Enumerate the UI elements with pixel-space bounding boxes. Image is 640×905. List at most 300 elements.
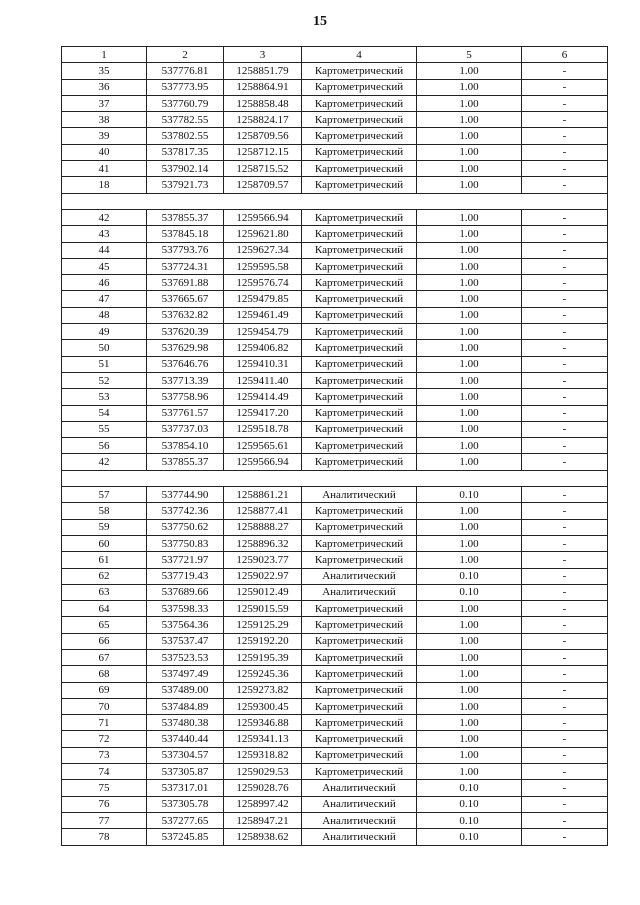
table-cell: 537761.57 xyxy=(147,405,224,421)
table-cell: 1258715.52 xyxy=(224,161,302,177)
table-row xyxy=(62,715,608,731)
table-cell: 1.00 xyxy=(417,79,522,95)
table-cell: 537855.37 xyxy=(147,454,224,470)
table-cell: Картометрический xyxy=(302,161,417,177)
table-cell: 1258997.42 xyxy=(224,796,302,812)
table-cell: Картометрический xyxy=(302,144,417,160)
table-cell: 78 xyxy=(62,829,147,845)
table-cell: 18 xyxy=(62,177,147,193)
table-row xyxy=(62,275,608,291)
table-cell: 59 xyxy=(62,519,147,535)
table-cell: 1.00 xyxy=(417,275,522,291)
table-cell: 537629.98 xyxy=(147,340,224,356)
table-cell: - xyxy=(522,307,608,323)
table-row xyxy=(62,796,608,812)
table-cell: 1259566.94 xyxy=(224,209,302,225)
table-row xyxy=(62,829,608,845)
table-row xyxy=(62,63,608,79)
table-cell: - xyxy=(522,144,608,160)
table-cell: 64 xyxy=(62,601,147,617)
table-row xyxy=(62,242,608,258)
table-cell: Картометрический xyxy=(302,258,417,274)
table-cell: 1.00 xyxy=(417,715,522,731)
table-row xyxy=(62,95,608,111)
table-cell: - xyxy=(522,535,608,551)
table-cell: 1258938.62 xyxy=(224,829,302,845)
table-cell: 537304.57 xyxy=(147,747,224,763)
table-cell: 537742.36 xyxy=(147,503,224,519)
table-cell: Картометрический xyxy=(302,682,417,698)
table-cell: Картометрический xyxy=(302,715,417,731)
table-cell: 1259410.31 xyxy=(224,356,302,372)
table-cell: 71 xyxy=(62,715,147,731)
table-body xyxy=(62,63,608,845)
table-cell: 63 xyxy=(62,584,147,600)
table-cell: 47 xyxy=(62,291,147,307)
table-cell: - xyxy=(522,421,608,437)
table-cell: Картометрический xyxy=(302,307,417,323)
table-cell: Картометрический xyxy=(302,340,417,356)
table-row xyxy=(62,128,608,144)
table-cell: 55 xyxy=(62,421,147,437)
table-cell: - xyxy=(522,242,608,258)
table-cell: Картометрический xyxy=(302,421,417,437)
table-cell: 537484.89 xyxy=(147,698,224,714)
table-cell: 537719.43 xyxy=(147,568,224,584)
separator-row xyxy=(62,193,608,209)
coordinates-table xyxy=(61,46,608,846)
table-cell: 62 xyxy=(62,568,147,584)
table-cell: Картометрический xyxy=(302,764,417,780)
table-row xyxy=(62,731,608,747)
table-cell: 537689.66 xyxy=(147,584,224,600)
table-cell: 537845.18 xyxy=(147,226,224,242)
table-cell: 75 xyxy=(62,780,147,796)
table-row xyxy=(62,79,608,95)
table-cell: 1258709.56 xyxy=(224,128,302,144)
table-cell: 537440.44 xyxy=(147,731,224,747)
table-cell: - xyxy=(522,438,608,454)
table-row xyxy=(62,258,608,274)
table-cell: 1.00 xyxy=(417,601,522,617)
table-cell: Картометрический xyxy=(302,552,417,568)
table-row xyxy=(62,487,608,503)
table-cell: 537737.03 xyxy=(147,421,224,437)
table-cell: 537793.76 xyxy=(147,242,224,258)
table-cell: - xyxy=(522,747,608,763)
table-cell: - xyxy=(522,112,608,128)
table-cell: 1.00 xyxy=(417,731,522,747)
table-cell: 537724.31 xyxy=(147,258,224,274)
table-cell: 537855.37 xyxy=(147,209,224,225)
table-cell: Аналитический xyxy=(302,796,417,812)
table-cell: - xyxy=(522,340,608,356)
table-row xyxy=(62,177,608,193)
table-cell: - xyxy=(522,95,608,111)
table-cell: 537480.38 xyxy=(147,715,224,731)
table-cell: 1259454.79 xyxy=(224,324,302,340)
table-cell: 1259406.82 xyxy=(224,340,302,356)
table-cell: 537691.88 xyxy=(147,275,224,291)
table-cell: 1.00 xyxy=(417,421,522,437)
table-cell: - xyxy=(522,389,608,405)
table-cell: - xyxy=(522,584,608,600)
table-cell: 537802.55 xyxy=(147,128,224,144)
table-cell: Картометрический xyxy=(302,356,417,372)
table-cell: 43 xyxy=(62,226,147,242)
table-row xyxy=(62,226,608,242)
table-cell: 1259417.20 xyxy=(224,405,302,421)
table-cell: - xyxy=(522,764,608,780)
table-cell: 1259346.88 xyxy=(224,715,302,731)
table-cell: 537750.62 xyxy=(147,519,224,535)
table-cell: 35 xyxy=(62,63,147,79)
table-row xyxy=(62,307,608,323)
table-cell: 1259192.20 xyxy=(224,633,302,649)
table-cell: Картометрический xyxy=(302,209,417,225)
table-cell: Картометрический xyxy=(302,63,417,79)
table-row xyxy=(62,421,608,437)
table-cell: - xyxy=(522,698,608,714)
table-cell: 76 xyxy=(62,796,147,812)
table-cell: 1259015.59 xyxy=(224,601,302,617)
table-cell: 1259273.82 xyxy=(224,682,302,698)
table-cell: 1258858.48 xyxy=(224,95,302,111)
table-cell: 1259125.29 xyxy=(224,617,302,633)
table-cell: 1258861.21 xyxy=(224,487,302,503)
table-row xyxy=(62,291,608,307)
table-cell: 537817.35 xyxy=(147,144,224,160)
table-cell: 51 xyxy=(62,356,147,372)
table-cell: 1259341.13 xyxy=(224,731,302,747)
table-cell: - xyxy=(522,633,608,649)
table-cell: 1.00 xyxy=(417,63,522,79)
table-cell: 537758.96 xyxy=(147,389,224,405)
table-row xyxy=(62,764,608,780)
table-cell: 1259318.82 xyxy=(224,747,302,763)
table-cell: 537317.01 xyxy=(147,780,224,796)
table-cell: - xyxy=(522,617,608,633)
table-cell: 537564.36 xyxy=(147,617,224,633)
table-cell: 1.00 xyxy=(417,747,522,763)
table-cell: 46 xyxy=(62,275,147,291)
table-cell: 1.00 xyxy=(417,144,522,160)
table-cell: - xyxy=(522,682,608,698)
table-cell: - xyxy=(522,796,608,812)
table-cell: 1259627.34 xyxy=(224,242,302,258)
table-cell: 537744.90 xyxy=(147,487,224,503)
table-cell: Картометрический xyxy=(302,79,417,95)
table-cell: Картометрический xyxy=(302,601,417,617)
table-cell: 537497.49 xyxy=(147,666,224,682)
table-row xyxy=(62,649,608,665)
table-cell: 1259300.45 xyxy=(224,698,302,714)
table-cell: 48 xyxy=(62,307,147,323)
table-cell: 72 xyxy=(62,731,147,747)
table-cell: 1258877.41 xyxy=(224,503,302,519)
table-cell: - xyxy=(522,601,608,617)
table-cell: 40 xyxy=(62,144,147,160)
table-cell: 1.00 xyxy=(417,438,522,454)
table-cell: 0.10 xyxy=(417,780,522,796)
table-cell: Картометрический xyxy=(302,438,417,454)
table-cell: 537646.76 xyxy=(147,356,224,372)
table-row xyxy=(62,698,608,714)
table-cell: 537902.14 xyxy=(147,161,224,177)
table-cell: 1259029.53 xyxy=(224,764,302,780)
table-cell: - xyxy=(522,291,608,307)
table-header-row xyxy=(62,47,608,63)
table-cell: Картометрический xyxy=(302,112,417,128)
table-cell: Картометрический xyxy=(302,617,417,633)
table-cell: 1.00 xyxy=(417,258,522,274)
table-cell: 1.00 xyxy=(417,209,522,225)
table-cell: 0.10 xyxy=(417,487,522,503)
table-cell: - xyxy=(522,177,608,193)
table-row xyxy=(62,682,608,698)
table-cell: 67 xyxy=(62,649,147,665)
table-row xyxy=(62,324,608,340)
table-row xyxy=(62,372,608,388)
table-cell: 52 xyxy=(62,372,147,388)
table-cell: - xyxy=(522,128,608,144)
table-cell: 1.00 xyxy=(417,454,522,470)
table-cell: 1.00 xyxy=(417,340,522,356)
header-cell: 1 xyxy=(62,47,147,63)
table-cell: 77 xyxy=(62,812,147,828)
table-cell: 1.00 xyxy=(417,112,522,128)
table-cell: Картометрический xyxy=(302,454,417,470)
table-cell: 1259022.97 xyxy=(224,568,302,584)
table-row xyxy=(62,356,608,372)
table-cell: 537773.95 xyxy=(147,79,224,95)
table-cell: - xyxy=(522,63,608,79)
table-cell: 1.00 xyxy=(417,666,522,682)
table-cell: 1.00 xyxy=(417,226,522,242)
table-cell: - xyxy=(522,454,608,470)
table-cell: 1259028.76 xyxy=(224,780,302,796)
table-cell: - xyxy=(522,715,608,731)
table-cell: 1.00 xyxy=(417,617,522,633)
table-cell: Картометрический xyxy=(302,324,417,340)
table-cell: 1259565.61 xyxy=(224,438,302,454)
page-number: 15 xyxy=(313,14,327,29)
table-cell: 41 xyxy=(62,161,147,177)
table-cell: - xyxy=(522,649,608,665)
table-cell: 1.00 xyxy=(417,95,522,111)
table-cell: 1.00 xyxy=(417,372,522,388)
table-cell: Аналитический xyxy=(302,568,417,584)
table-cell: Картометрический xyxy=(302,177,417,193)
header-cell: 6 xyxy=(522,47,608,63)
table-cell: Картометрический xyxy=(302,95,417,111)
table-row xyxy=(62,601,608,617)
table-cell: 0.10 xyxy=(417,796,522,812)
table-cell: 1259518.78 xyxy=(224,421,302,437)
table-cell: Картометрический xyxy=(302,731,417,747)
table-cell: Аналитический xyxy=(302,780,417,796)
table-cell: Картометрический xyxy=(302,128,417,144)
table-row xyxy=(62,438,608,454)
table-cell: 68 xyxy=(62,666,147,682)
table-cell: 1258712.15 xyxy=(224,144,302,160)
table-cell: 537776.81 xyxy=(147,63,224,79)
table-cell: 1.00 xyxy=(417,161,522,177)
table-cell: Картометрический xyxy=(302,389,417,405)
table-cell: 42 xyxy=(62,209,147,225)
table-cell: 537305.78 xyxy=(147,796,224,812)
table-cell: 39 xyxy=(62,128,147,144)
table-cell: - xyxy=(522,487,608,503)
table-row xyxy=(62,666,608,682)
table-cell: 1.00 xyxy=(417,389,522,405)
separator-cell xyxy=(62,470,608,486)
table-cell: Картометрический xyxy=(302,535,417,551)
table-row xyxy=(62,535,608,551)
table-cell: 537921.73 xyxy=(147,177,224,193)
table-cell: - xyxy=(522,161,608,177)
table-cell: Картометрический xyxy=(302,747,417,763)
table-row xyxy=(62,112,608,128)
table-cell: 1.00 xyxy=(417,503,522,519)
table-cell: 1258824.17 xyxy=(224,112,302,128)
table-cell: Картометрический xyxy=(302,242,417,258)
table-cell: - xyxy=(522,829,608,845)
table-cell: - xyxy=(522,372,608,388)
table-cell: Картометрический xyxy=(302,633,417,649)
table-cell: 537537.47 xyxy=(147,633,224,649)
table-cell: 537713.39 xyxy=(147,372,224,388)
table-row xyxy=(62,389,608,405)
table-cell: 54 xyxy=(62,405,147,421)
table-cell: 69 xyxy=(62,682,147,698)
table-cell: 56 xyxy=(62,438,147,454)
table-cell: 1259411.40 xyxy=(224,372,302,388)
table-row xyxy=(62,780,608,796)
table-cell: Картометрический xyxy=(302,666,417,682)
table-cell: - xyxy=(522,731,608,747)
table-cell: - xyxy=(522,258,608,274)
table-cell: - xyxy=(522,812,608,828)
table-cell: - xyxy=(522,503,608,519)
table-cell: Картометрический xyxy=(302,372,417,388)
table-cell: 1.00 xyxy=(417,552,522,568)
table-cell: 0.10 xyxy=(417,812,522,828)
table-cell: 537665.67 xyxy=(147,291,224,307)
table-cell: 38 xyxy=(62,112,147,128)
table-cell: 1.00 xyxy=(417,698,522,714)
table-cell: 58 xyxy=(62,503,147,519)
table-cell: 537632.82 xyxy=(147,307,224,323)
table-cell: 1258947.21 xyxy=(224,812,302,828)
table-cell: 1.00 xyxy=(417,242,522,258)
table-cell: 50 xyxy=(62,340,147,356)
table-cell: 1.00 xyxy=(417,764,522,780)
table-cell: 1.00 xyxy=(417,356,522,372)
table-cell: 45 xyxy=(62,258,147,274)
header-cell: 4 xyxy=(302,47,417,63)
table-row xyxy=(62,405,608,421)
table-cell: 537782.55 xyxy=(147,112,224,128)
table-cell: Картометрический xyxy=(302,275,417,291)
table-cell: 1259245.36 xyxy=(224,666,302,682)
table-cell: Аналитический xyxy=(302,812,417,828)
table-cell: Аналитический xyxy=(302,829,417,845)
table-cell: 1259195.39 xyxy=(224,649,302,665)
table-cell: 1259595.58 xyxy=(224,258,302,274)
table-cell: 537305.87 xyxy=(147,764,224,780)
table-cell: 1258864.91 xyxy=(224,79,302,95)
table-cell: - xyxy=(522,519,608,535)
table-cell: 1259414.49 xyxy=(224,389,302,405)
table-cell: - xyxy=(522,275,608,291)
header-cell: 5 xyxy=(417,47,522,63)
table-cell: - xyxy=(522,666,608,682)
table-cell: - xyxy=(522,405,608,421)
table-cell: 1258888.27 xyxy=(224,519,302,535)
table-cell: 1259576.74 xyxy=(224,275,302,291)
table-cell: 1259012.49 xyxy=(224,584,302,600)
table-cell: 65 xyxy=(62,617,147,633)
table-cell: 537523.53 xyxy=(147,649,224,665)
table-cell: 1259479.85 xyxy=(224,291,302,307)
header-cell: 3 xyxy=(224,47,302,63)
table-cell: 53 xyxy=(62,389,147,405)
table-row xyxy=(62,144,608,160)
table-row xyxy=(62,617,608,633)
table-cell: Картометрический xyxy=(302,503,417,519)
table-cell: 537760.79 xyxy=(147,95,224,111)
table-cell: - xyxy=(522,780,608,796)
table-cell: 1.00 xyxy=(417,128,522,144)
table-cell: 1.00 xyxy=(417,324,522,340)
table-cell: 42 xyxy=(62,454,147,470)
table-cell: 537277.65 xyxy=(147,812,224,828)
table-cell: - xyxy=(522,79,608,95)
table-cell: 1.00 xyxy=(417,682,522,698)
table-cell: 1259023.77 xyxy=(224,552,302,568)
table-cell: Картометрический xyxy=(302,698,417,714)
table-cell: 73 xyxy=(62,747,147,763)
table-cell: 1.00 xyxy=(417,177,522,193)
header-cell: 2 xyxy=(147,47,224,63)
table-row xyxy=(62,454,608,470)
table-cell: 537620.39 xyxy=(147,324,224,340)
table-cell: Картометрический xyxy=(302,291,417,307)
table-cell: Аналитический xyxy=(302,584,417,600)
table-cell: 0.10 xyxy=(417,584,522,600)
table-cell: Картометрический xyxy=(302,405,417,421)
table-row xyxy=(62,812,608,828)
table-cell: 36 xyxy=(62,79,147,95)
table-cell: 57 xyxy=(62,487,147,503)
table-cell: 44 xyxy=(62,242,147,258)
table-cell: 0.10 xyxy=(417,568,522,584)
table-cell: - xyxy=(522,226,608,242)
separator-cell xyxy=(62,193,608,209)
table-row xyxy=(62,503,608,519)
table-cell: 61 xyxy=(62,552,147,568)
table-cell: 74 xyxy=(62,764,147,780)
separator-row xyxy=(62,470,608,486)
table-cell: 537489.00 xyxy=(147,682,224,698)
table-row xyxy=(62,161,608,177)
table-cell: - xyxy=(522,356,608,372)
table-cell: 1.00 xyxy=(417,519,522,535)
table-cell: 1.00 xyxy=(417,405,522,421)
table-cell: 1258709.57 xyxy=(224,177,302,193)
table-cell: - xyxy=(522,552,608,568)
